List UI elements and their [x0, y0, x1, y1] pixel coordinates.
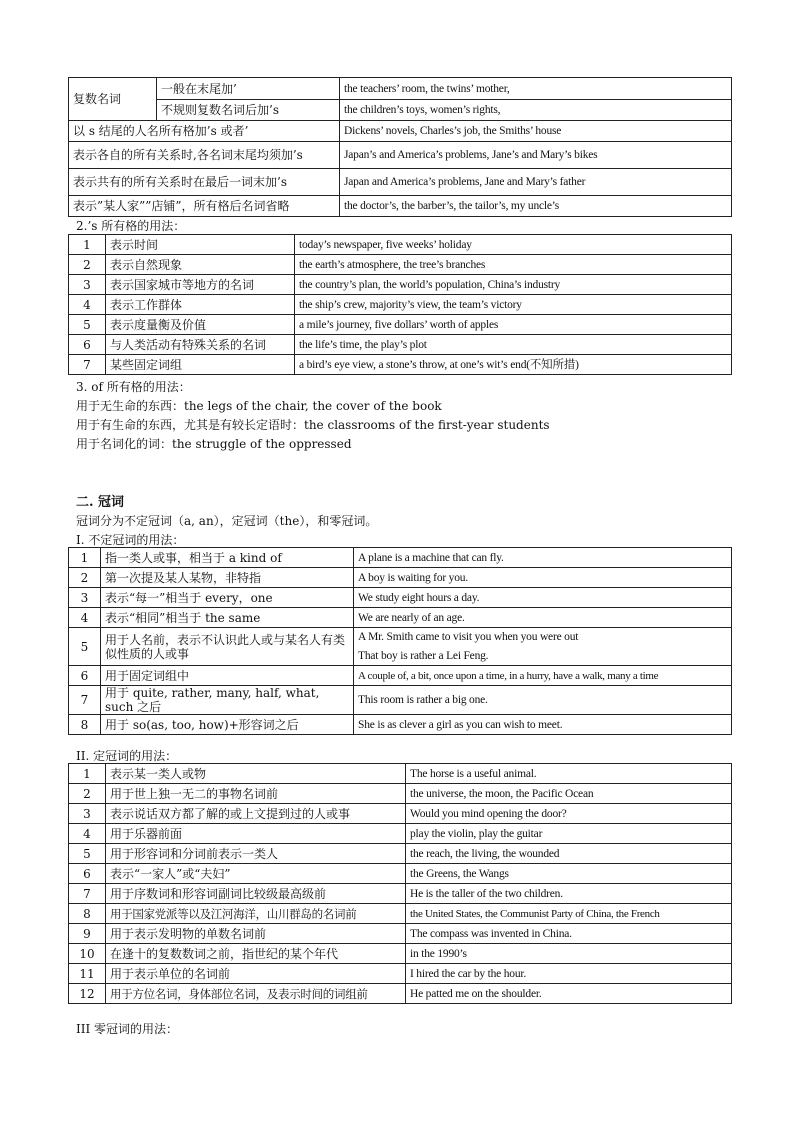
example-cell: a mile’s journey, five dollars’ worth of apples — [295, 315, 732, 335]
usage-cell: 用于 so(as, too, how)+形容词之后 — [101, 715, 354, 735]
possessive-form-table — [68, 77, 732, 217]
zero-article-title: III 零冠词的用法： — [76, 1022, 179, 1036]
of-possessive-line: 用于无生命的东西：the legs of the chair, the cover of the book — [76, 399, 442, 413]
example-cell: A boy is waiting for you. — [354, 568, 732, 588]
usage-cell: 用于乐器前面 — [106, 824, 406, 844]
example-cell: Would you mind opening the door? — [406, 804, 732, 824]
usage-cell: 表示“每一”相当于 every，one — [101, 588, 354, 608]
example-cell: the universe, the moon, the Pacific Ocean — [406, 784, 732, 804]
usage-cell: 用于方位名词，身体部位名词，及表示时间的词组前 — [106, 984, 406, 1004]
row-number: 2 — [69, 568, 101, 588]
example-cell: in the 1990’s — [406, 944, 732, 964]
usage-cell: 用于表示发明物的单数名词前 — [106, 924, 406, 944]
rule-cell: 一般在末尾加’ — [157, 78, 340, 100]
row-number: 3 — [69, 275, 106, 295]
example-cell: We study eight hours a day. — [354, 588, 732, 608]
example-cell: today’s newspaper, five weeks’ holiday — [295, 235, 732, 255]
usage-cell: 表示自然现象 — [106, 255, 295, 275]
row-number: 3 — [69, 804, 106, 824]
row-number: 1 — [69, 764, 106, 784]
row-number: 4 — [69, 824, 106, 844]
row-number: 10 — [69, 944, 106, 964]
row-number: 7 — [69, 355, 106, 375]
example-cell: This room is rather a big one. — [354, 686, 732, 715]
section-title-of-possessive: 3. of 所有格的用法： — [76, 380, 191, 394]
usage-cell: 用于序数词和形容词副词比较级最高级前 — [106, 884, 406, 904]
row-number: 6 — [69, 335, 106, 355]
example-cell: He is the taller of the two children. — [406, 884, 732, 904]
example-cell: the Greens, the Wangs — [406, 864, 732, 884]
row-number: 6 — [69, 864, 106, 884]
usage-cell: 表示“相同”相当于 the same — [101, 608, 354, 628]
example-cell: the reach, the living, the wounded — [406, 844, 732, 864]
usage-cell: 用于 quite, rather, many, half, what, such 之后 — [101, 686, 354, 715]
row-number: 5 — [69, 315, 106, 335]
row-number: 1 — [69, 235, 106, 255]
of-possessive-line: 用于名词化的词：the struggle of the oppressed — [76, 437, 352, 451]
example-cell: A couple of, a bit, once upon a time, in a hurry, have a walk, many a time — [354, 666, 732, 686]
usage-cell: 表示度量衡及价值 — [106, 315, 295, 335]
example-cell: The compass was invented in China. — [406, 924, 732, 944]
usage-cell: 用于世上独一无二的事物名词前 — [106, 784, 406, 804]
row-number: 8 — [69, 904, 106, 924]
usage-cell: 表示国家城市等地方的名词 — [106, 275, 295, 295]
usage-cell: 用于形容词和分词前表示一类人 — [106, 844, 406, 864]
rule-cell: 表示”某人家””店铺”，所有格后名词省略 — [69, 196, 340, 217]
usage-cell: 表示说话双方都了解的或上文提到过的人或事 — [106, 804, 406, 824]
rule-cell: 不规则复数名词后加’s — [157, 100, 340, 121]
example-line: A Mr. Smith came to visit you when you were out — [358, 631, 579, 643]
definite-article-table — [68, 763, 732, 1004]
example-cell: the earth’s atmosphere, the tree’s branches — [295, 255, 732, 275]
plural-noun-label: 复数名词 — [69, 78, 157, 121]
example-cell: A plane is a machine that can fly. — [354, 548, 732, 568]
usage-cell: 用于国家党派等以及江河海洋，山川群岛的名词前 — [106, 904, 406, 924]
example-cell: the teachers’ room, the twins’ mother, — [340, 78, 732, 100]
articles-intro: 冠词分为不定冠词（a, an），定冠词（the），和零冠词。 — [76, 514, 378, 528]
example-cell: He patted me on the shoulder. — [406, 984, 732, 1004]
row-number: 5 — [69, 844, 106, 864]
rule-cell: 以 s 结尾的人名所有格加’s 或者’ — [69, 121, 340, 142]
usage-cell: 表示工作群体 — [106, 295, 295, 315]
row-number: 9 — [69, 924, 106, 944]
row-number: 1 — [69, 548, 101, 568]
example-cell: the doctor’s, the barber’s, the tailor’s, my uncle’s — [340, 196, 732, 217]
example-line: That boy is rather a Lei Feng. — [358, 650, 489, 662]
definite-article-title: II. 定冠词的用法： — [76, 749, 178, 763]
example-cell — [354, 628, 732, 666]
usage-cell: 在逢十的复数数词之前，指世纪的某个年代 — [106, 944, 406, 964]
usage-cell: 表示“一家人”或“夫妇” — [106, 864, 406, 884]
example-cell: We are nearly of an age. — [354, 608, 732, 628]
usage-cell: 用于表示单位的名词前 — [106, 964, 406, 984]
example-cell: the United States, the Communist Party of China, the French — [406, 904, 732, 924]
row-number: 3 — [69, 588, 101, 608]
rule-cell: 表示各自的所有关系时,各名词末尾均须加’s — [69, 142, 340, 169]
s-possessive-usage-table — [68, 234, 732, 375]
row-number: 8 — [69, 715, 101, 735]
example-cell: the life’s time, the play’s plot — [295, 335, 732, 355]
usage-cell: 第一次提及某人某物，非特指 — [101, 568, 354, 588]
row-number: 7 — [69, 884, 106, 904]
example-cell: the ship’s crew, majority’s view, the team’s victory — [295, 295, 732, 315]
row-number: 4 — [69, 608, 101, 628]
example-cell: The horse is a useful animal. — [406, 764, 732, 784]
row-number: 7 — [69, 686, 101, 715]
row-number: 4 — [69, 295, 106, 315]
example-cell: the country’s plan, the world’s population, China’s industry — [295, 275, 732, 295]
row-number: 11 — [69, 964, 106, 984]
indefinite-article-title: I. 不定冠词的用法： — [76, 533, 185, 547]
articles-heading: 二. 冠词 — [76, 495, 125, 510]
example-cell: Japan and America’s problems, Jane and Mary’s father — [340, 169, 732, 196]
usage-cell: 某些固定词组 — [106, 355, 295, 375]
example-cell: play the violin, play the guitar — [406, 824, 732, 844]
row-number: 12 — [69, 984, 106, 1004]
example-cell: I hired the car by the hour. — [406, 964, 732, 984]
example-cell: the children’s toys, women’s rights, — [340, 100, 732, 121]
example-cell: Dickens’ novels, Charles’s job, the Smiths’ house — [340, 121, 732, 142]
rule-cell: 表示共有的所有关系时在最后一词末加’s — [69, 169, 340, 196]
row-number: 2 — [69, 255, 106, 275]
example-cell: She is as clever a girl as you can wish to meet. — [354, 715, 732, 735]
example-cell: a bird’s eye view, a stone’s throw, at one’s wit’s end(不知所措) — [295, 355, 732, 375]
usage-cell: 指一类人或事，相当于 a kind of — [101, 548, 354, 568]
usage-cell: 与人类活动有特殊关系的名词 — [106, 335, 295, 355]
of-possessive-line: 用于有生命的东西，尤其是有较长定语时：the classrooms of the first-year students — [76, 418, 550, 432]
usage-cell: 用于人名前，表示不认识此人或与某名人有类似性质的人或事 — [101, 628, 354, 666]
usage-cell: 表示时间 — [106, 235, 295, 255]
row-number: 6 — [69, 666, 101, 686]
indefinite-article-table — [68, 547, 732, 735]
section-title-s-possessive: 2.’s 所有格的用法： — [76, 219, 186, 233]
row-number: 2 — [69, 784, 106, 804]
row-number: 5 — [69, 628, 101, 666]
usage-cell: 表示某一类人或物 — [106, 764, 406, 784]
usage-cell: 用于固定词组中 — [101, 666, 354, 686]
example-cell: Japan’s and America’s problems, Jane’s and Mary’s bikes — [340, 142, 732, 169]
